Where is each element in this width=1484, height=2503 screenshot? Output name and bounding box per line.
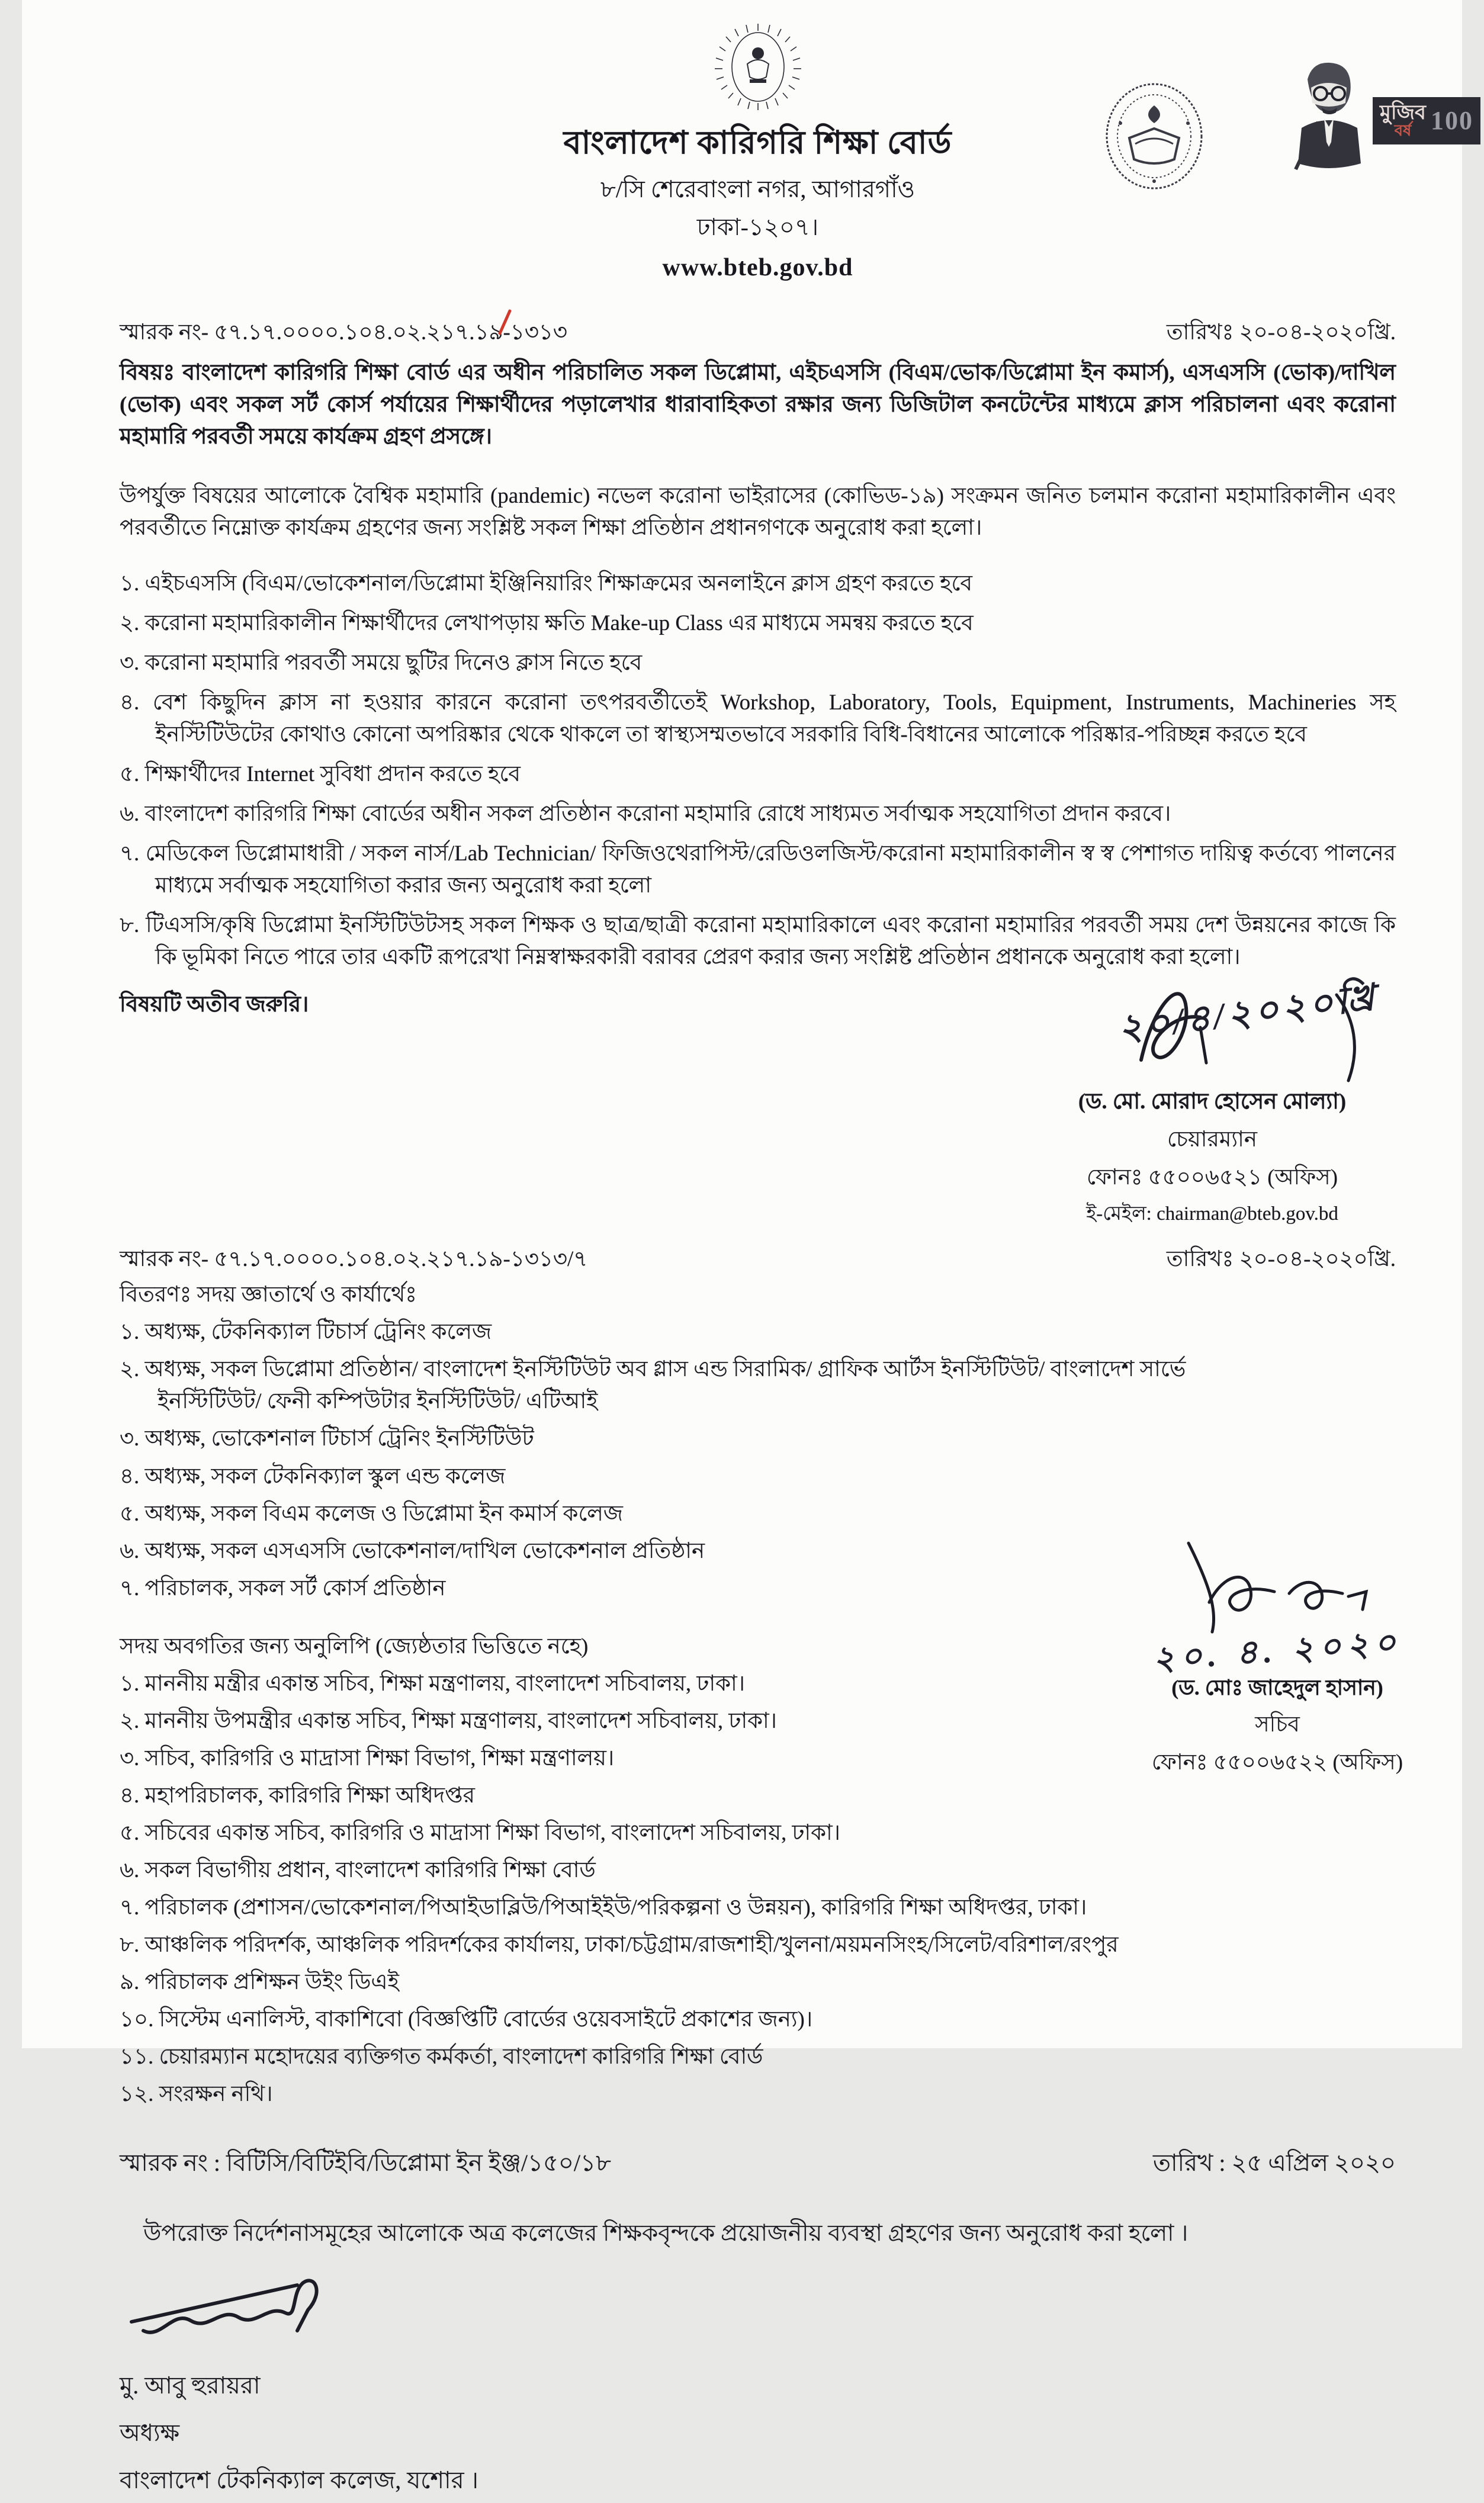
chairman-phone: ফোনঃ ৫৫০০৬৫২১ (অফিস): [1086, 1165, 1338, 1190]
directive-item: ১. এইচএসসি (বিএম/ভোকেশনাল/ডিপ্লোমা ইঞ্জিনিয়ারিং শিক্ষাক্রমের অনলাইনে ক্লাস গ্রহণ করতে হবে: [120, 571, 972, 596]
directive-item: ৫. শিক্ষার্থীদের Internet সুবিধা প্রদান করতে হবে: [120, 762, 521, 787]
distribution-item: ৩. অধ্যক্ষ, ভোকেশনাল টিচার্স ট্রেনিং ইনস্টিটিউট: [120, 1426, 534, 1451]
secretary-sign-block: [1112, 1537, 1443, 1779]
chairman-sign-date: ২০/৪/২০২০খ্রি: [1116, 977, 1380, 1049]
directive-item: ৩. করোনা মহামারি পরবর্তী সময়ে ছুটির দিনেও ক্লাস নিতে হবে: [120, 651, 643, 676]
chairman-sign-block: [1029, 971, 1396, 1228]
mujib-100: 100: [1430, 106, 1473, 135]
directive-item: ২. করোনা মহামারিকালীন শিক্ষার্থীদের লেখাপড়ায় ক্ষতি Make-up Class এর মাধ্যমে সমন্বয় করতে হবে: [120, 611, 974, 636]
copy-item: ৮. আঞ্চলিক পরিদর্শক, আঞ্চলিক পরিদর্শকের কার্যালয়, ঢাকা/চট্টগ্রাম/রাজশাহী/খুলনা/ময়মনসিংহ/সিলেট/বরিশাল/রংপুর: [120, 1932, 1119, 1957]
secretary-name: (ড. মোঃ জাহেদুল হাসান): [1171, 1675, 1383, 1699]
copy-item: ৪. মহাপরিচালক, কারিগরি শিক্ষা অধিদপ্তর: [120, 1783, 475, 1808]
memo1-row: [120, 317, 1396, 349]
directive-item: ৮. টিএসসি/কৃষি ডিপ্লোমা ইনস্টিটিউটসহ সকল শিক্ষক ও ছাত্র/ছাত্রী করোনা মহামারিকালে এবং করোনা মহামারির পরবর্তী সময় দেশ উন্নয়নের কাজে কি কি ভূমিকা নিতে পারে তার একটি রূপরেখা নিম্নস্বাক্ষরকারী বরাবর প্রেরণ করার জন্য সংশ্লিষ্ট প্রতিষ্ঠান প্রধানকে অনুরোধ করা হলো।: [120, 913, 1396, 970]
distribution-item: ২. অধ্যক্ষ, সকল ডিপ্লোমা প্রতিষ্ঠান/ বাংলাদেশ ইনস্টিটিউট অব গ্লাস এন্ড সিরামিক/ গ্রাফিক আর্টস ইনস্টিটিউট/ বাংলাদেশ সার্ভে ইনস্টিটিউট/ ফেনী কম্পিউটার ইনস্টিটিউট/ এটিআই: [120, 1357, 1186, 1414]
copy-item: ১. মাননীয় মন্ত্রীর একান্ত সচিব, শিক্ষা মন্ত্রণালয়, বাংলাদেশ সচিবালয়, ঢাকা।: [120, 1671, 745, 1696]
memo1-date: তারিখঃ ২০-০৪-২০২০খ্রি.: [1166, 320, 1396, 345]
board-name: বাংলাদেশ কারিগরি শিক্ষা বোর্ড: [563, 125, 952, 160]
mujib-word2: বর্ষ: [1394, 122, 1412, 140]
closing-row: [120, 977, 1396, 1228]
subject-line: বিষয়ঃ বাংলাদেশ কারিগরি শিক্ষা বোর্ড এর অধীন পরিচালিত সকল ডিপ্লোমা, এইচএসসি (বিএম/ভোক/ডিপ্লোমা ইন কমার্স), এসএসসি (ভোক)/দাখিল (ভোক) এবং সকল সর্ট কোর্স পর্যায়ের শিক্ষার্থীদের পড়ালেখার ধারাবাহিকতা রক্ষার জন্য ডিজিটাল কনটেন্টের মাধ্যমে ক্লাস পরিচালনা এবং করোনা মহামারি পরবর্তী সময়ে কার্যক্রম গ্রহণ প্রসঙ্গে।: [120, 360, 1396, 449]
copy-item: ১০. সিস্টেম এনালিস্ট, বাকাশিবো (বিজ্ঞপ্তিটি বোর্ডের ওয়েবসাইটে প্রকাশের জন্য)।: [120, 2007, 813, 2032]
memo3-date: তারিখ : ২৫ এপ্রিল ২০২০: [1153, 2149, 1396, 2176]
website-url: www.bteb.gov.bd: [662, 253, 853, 281]
directive-item: ৭. মেডিকেল ডিপ্লোমাধারী / সকল নার্স/Lab Technician/ ফিজিওথেরাপিস্ট/রেডিওলজিস্ট/করোনা মহামারিকালীন স্ব স্ব পেশাগত দায়িত্ব কর্তব্যে পালনের মাধ্যমে সর্বাত্মক সহযোগিতা করার জন্য অনুরোধ করা হলো: [120, 841, 1396, 898]
memo2-number: স্মারক নং- ৫৭.১৭.০০০০.১০৪.০২.২১৭.১৯-১৩১৩/৭: [120, 1247, 588, 1272]
principal-name: মু. আবু হুরায়রা: [120, 2372, 261, 2399]
closing-note: বিষয়টি অতীব জরুরি।: [120, 992, 309, 1017]
secretary-sign-date: ২০. ৪. ২০২০: [1151, 1624, 1403, 1678]
distribution-item: ৬. অধ্যক্ষ, সকল এসএসসি ভোকেশনাল/দাখিল ভোকেশনাল প্রতিষ্ঠান: [120, 1538, 705, 1563]
distribution-item: ৪. অধ্যক্ষ, সকল টেকনিক্যাল স্কুল এন্ড কলেজ: [120, 1464, 506, 1489]
memo3-row: [120, 2146, 1396, 2180]
copy-item: ৬. সকল বিভাগীয় প্রধান, বাংলাদেশ কারিগরি শিক্ষা বোর্ড: [120, 1858, 596, 1882]
copy-item: ২. মাননীয় উপমন্ত্রীর একান্ত সচিব, শিক্ষা মন্ত্রণালয়, বাংলাদেশ সচিবালয়, ঢাকা।: [120, 1708, 777, 1733]
directive-item: ৬. বাংলাদেশ কারিগরি শিক্ষা বোর্ডের অধীন সকল প্রতিষ্ঠান করোনা মহামারি রোধে সাধ্যমত সর্বাত্মক সহযোগিতা প্রদান করবে।: [120, 802, 1171, 827]
principal-signature: [120, 2274, 380, 2351]
memo3-number: স্মারক নং : বিটিসি/বিটিইবি/ডিপ্লোমা ইন ইঞ্জ/১৫০/১৮: [120, 2149, 611, 2176]
mujib-logo-wordmark: [1373, 97, 1480, 144]
principal-college: বাংলাদেশ টেকনিক্যাল কলেজ, যশোর ।: [120, 2467, 478, 2494]
chairman-email: ই-মেইল: chairman@bteb.gov.bd: [1086, 1203, 1338, 1225]
secretary-title: সচিব: [1255, 1712, 1300, 1737]
copy-item: ১২. সংরক্ষন নথি।: [120, 2081, 273, 2106]
distribution-item: ১. অধ্যক্ষ, টেকনিক্যাল টিচার্স ট্রেনিং কলেজ: [120, 1320, 492, 1345]
memo2-date: তারিখঃ ২০-০৪-২০২০খ্রি.: [1166, 1247, 1396, 1272]
intro-paragraph: উপর্যুক্ত বিষয়ের আলোকে বৈশ্বিক মহামারি (pandemic) নভেল করোনা ভাইরাসের (কোভিড-১৯) সংক্রমন জনিত চলমান করোনা মহামারিকালীন এবং পরবর্তীতে নিম্নোক্ত কার্যক্রম গ্রহণের জন্য সংশ্লিষ্ট সকল শিক্ষা প্রতিষ্ঠান প্রধানগণকে অনুরোধ করা হলো।: [120, 483, 1396, 540]
mujib-portrait-icon: [1284, 57, 1373, 175]
scanned-official-notice: [22, 0, 1473, 2494]
copy-item: ৩. সচিব, কারিগরি ও মাদ্রাসা শিক্ষা বিভাগ, শিক্ষা মন্ত্রণালয়।: [120, 1746, 615, 1771]
distribution-item: ৭. পরিচালক, সকল সর্ট কোর্স প্রতিষ্ঠান: [120, 1576, 446, 1601]
copies-heading: সদয় অবগতির জন্য অনুলিপি (জ্যেষ্ঠতার ভিত্তিতে নহে): [120, 1634, 589, 1659]
chairman-title: চেয়ারম্যান: [1167, 1127, 1257, 1152]
copy-item: ৭. পরিচালক (প্রশাসন/ভোকেশনাল/পিআইডাব্লিউ/পিআইইউ/পরিকল্পনা ও উন্নয়ন), কারিগরি শিক্ষা অধিদপ্তর, ঢাকা।: [120, 1895, 1087, 1920]
mujib-borsho-logo: [1284, 57, 1484, 175]
chairman-name: (ড. মো. মোরাদ হোসেন মোল্যা): [1078, 1090, 1347, 1114]
directive-item: ৪. বেশ কিছুদিন ক্লাস না হওয়ার কারনে করোনা তৎপরবর্তীতেই Workshop, Laboratory, Tools, Equipment, Instruments, Machineries সহ ইনস্টিটিউটের কোথাও কোনো অপরিষ্কার থেকে থাকলে তা স্বাস্থ্যসম্মতভাবে সরকারি বিধি-বিধানের আলোকে পরিষ্কার-পরিচ্ছন্ন করতে হবে: [120, 690, 1396, 747]
city-line: ঢাকা-১২০৭।: [696, 214, 819, 241]
secretary-phone: ফোনঃ ৫৫০০৬৫২২ (অফিস): [1151, 1750, 1403, 1775]
principal-sign-block: [120, 2274, 1396, 2503]
copy-item: ১১. চেয়ারম্যান মহোদয়ের ব্যক্তিগত কর্মকর্তা, বাংলাদেশ কারিগরি শিক্ষা বোর্ড: [120, 2044, 763, 2069]
forward-note: উপরোক্ত নির্দেশনাসমূহের আলোকে অত্র কলেজের শিক্ষকবৃন্দকে প্রয়োজনীয় ব্যবস্থা গ্রহণের জন্য অনুরোধ করা হলো ।: [143, 2221, 1189, 2247]
address-line: ৮/সি শেরেবাংলা নগর, আগারগাঁও: [600, 175, 916, 203]
distribution-item: ৫. অধ্যক্ষ, সকল বিএম কলেজ ও ডিপ্লোমা ইন কমার্স কলেজ: [120, 1501, 623, 1526]
copy-item: ৫. সচিবের একান্ত সচিব, কারিগরি ও মাদ্রাসা শিক্ষা বিভাগ, বাংলাদেশ সচিবালয়, ঢাকা।: [120, 1820, 840, 1845]
directive-list: [120, 568, 1396, 973]
memo1-number: স্মারক নং- ৫৭.১৭.০০০০.১০৪.০২.২১৭.১৯-১৩১৩: [120, 320, 567, 345]
principal-title: অধ্যক্ষ: [120, 2420, 180, 2447]
board-emblem-icon: [1103, 82, 1206, 201]
distribution-heading: বিতরণঃ সদয় জ্ঞাতার্থে ও কার্যার্থেঃ: [120, 1283, 417, 1307]
copy-item: ৯. পরিচালক প্রশিক্ষন উইং ডিএই: [120, 1969, 399, 1994]
mujib-word1: মুজিব: [1380, 101, 1426, 124]
memo2-row: [120, 1244, 1396, 1275]
letterhead: [120, 23, 1473, 286]
